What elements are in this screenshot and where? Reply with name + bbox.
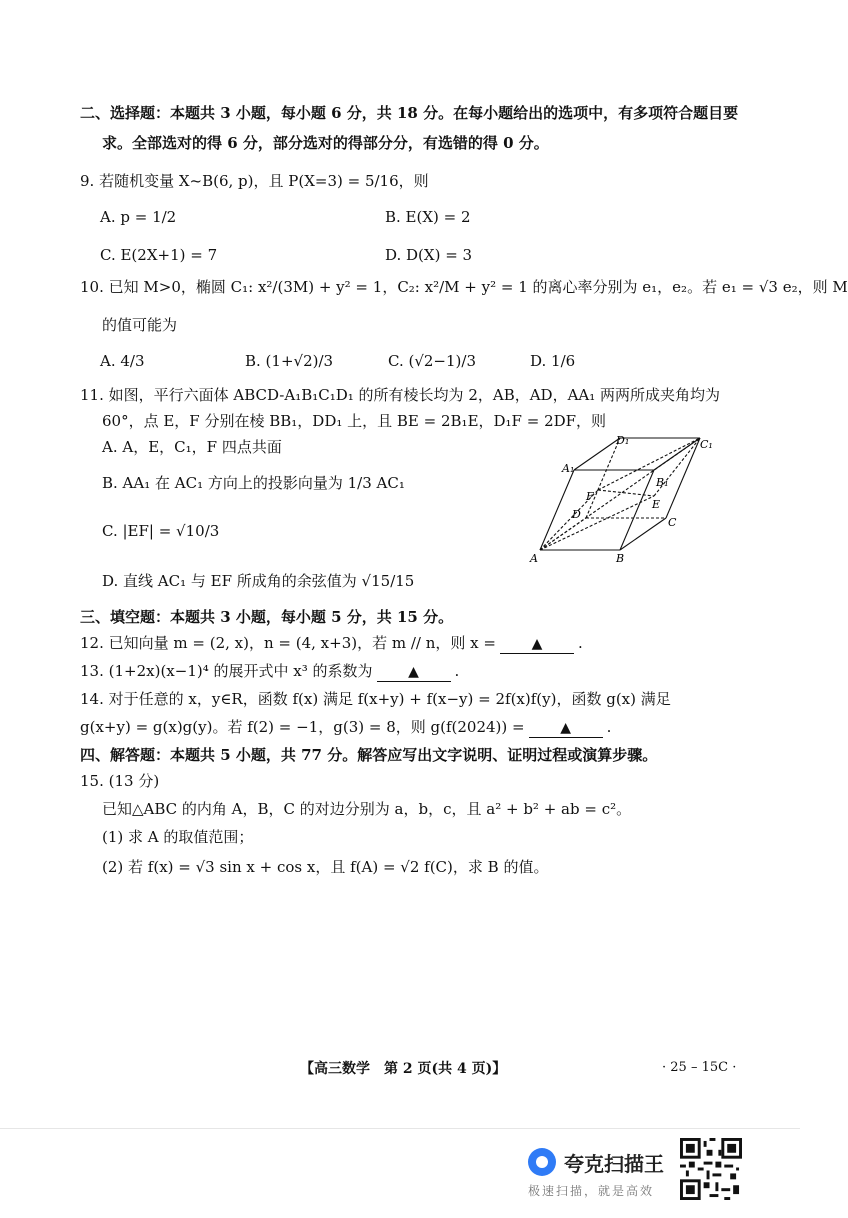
label-B1: B₁ bbox=[656, 476, 669, 489]
page-footer-code: · 25 – 15C · bbox=[662, 1060, 737, 1075]
question-15-stem: 已知△ABC 的内角 A，B，C 的对边分别为 a，b，c，且 a² + b² + ab = c²。 bbox=[102, 800, 632, 818]
q9-option-c: C. E(2X+1) = 7 bbox=[100, 246, 218, 264]
q10-option-d: D. 1/6 bbox=[530, 352, 576, 370]
quark-logo-icon bbox=[528, 1148, 556, 1176]
question-12: 12. 已知向量 m = (2, x)，n = (4, x+3)，若 m // n，则 x = ▲ . bbox=[80, 634, 583, 652]
label-C: C bbox=[668, 516, 677, 529]
question-14-line2: g(x+y) = g(x)g(y)。若 f(2) = −1，g(3) = 8，则 g(f(2024)) = ▲ . bbox=[80, 718, 612, 736]
q11-option-d: D. 直线 AC₁ 与 EF 所成角的余弦值为 √15/15 bbox=[102, 572, 415, 590]
qr-code-icon bbox=[680, 1138, 742, 1200]
section-4-heading: 四、解答题：本题共 5 小题，共 77 分。解答应写出文字说明、证明过程或演算步骤。 bbox=[80, 746, 658, 764]
section-2-heading-line2: 求。全部选对的得 6 分，部分选对的得部分分，有选错的得 0 分。 bbox=[102, 134, 549, 152]
label-D: D bbox=[572, 508, 581, 521]
q10-option-c: C. (√2−1)/3 bbox=[388, 352, 476, 370]
q11-option-a: A. A，E，C₁，F 四点共面 bbox=[102, 438, 282, 456]
question-14-text: g(x+y) = g(x)g(y)。若 f(2) = −1，g(3) = 8，则 g(f(2024)) = bbox=[80, 718, 525, 736]
q9-option-d: D. D(X) = 3 bbox=[385, 246, 473, 264]
section-2-heading-line1: 二、选择题：本题共 3 小题，每小题 6 分，共 18 分。在每小题给出的选项中，有多项符合题目要 bbox=[80, 104, 739, 122]
question-10-line1: 10. 已知 M>0，椭圆 C₁: x²/(3M) + y² = 1，C₂: x²/M + y² = 1 的离心率分别为 e₁，e₂。若 e₁ = √3 e₂，则 M bbox=[80, 278, 848, 296]
label-F: F bbox=[586, 490, 594, 503]
question-15-header: 15. (13 分) bbox=[80, 772, 160, 790]
label-D1: D₁ bbox=[616, 434, 630, 447]
answer-blank-12: ▲ bbox=[500, 635, 574, 654]
label-B: B bbox=[616, 552, 625, 565]
question-15-part1: (1) 求 A 的取值范围； bbox=[102, 828, 254, 846]
question-11-line1: 11. 如图，平行六面体 ABCD-A₁B₁C₁D₁ 的所有棱长均为 2，AB，AD，AA₁ 两两所成夹角均为 bbox=[80, 386, 721, 404]
question-10-line2: 的值可能为 bbox=[102, 316, 178, 334]
label-C1: C₁ bbox=[700, 438, 713, 451]
brand-name: 夸克扫描王 bbox=[564, 1152, 664, 1176]
question-14-line1: 14. 对于任意的 x，y∈R，函数 f(x) 满足 f(x+y) + f(x−y) = 2f(x)f(y)，函数 g(x) 满足 bbox=[80, 690, 671, 708]
label-A: A bbox=[530, 552, 538, 565]
question-13: 13. (1+2x)(x−1)⁴ 的展开式中 x³ 的系数为 ▲ . bbox=[80, 662, 460, 680]
question-13-text: 13. (1+2x)(x−1)⁴ 的展开式中 x³ 的系数为 bbox=[80, 662, 373, 680]
brand-slogan: 极速扫描，就是高效 bbox=[528, 1184, 655, 1198]
label-E: E bbox=[652, 498, 661, 511]
question-12-text: 12. 已知向量 m = (2, x)，n = (4, x+3)，若 m // n，则 x = bbox=[80, 634, 496, 652]
q9-option-b: B. E(X) = 2 bbox=[385, 208, 471, 226]
question-9: 9. 若随机变量 X~B(6, p)，且 P(X=3) = 5/16，则 bbox=[80, 172, 429, 190]
parallelepiped-figure bbox=[528, 430, 713, 570]
question-11-line2: 60°，点 E，F 分别在棱 BB₁，DD₁ 上，且 BE = 2B₁E，D₁F = 2DF，则 bbox=[102, 412, 607, 430]
label-A1: A₁ bbox=[562, 462, 575, 475]
answer-blank-14: ▲ bbox=[529, 719, 603, 738]
section-3-heading: 三、填空题：本题共 3 小题，每小题 5 分，共 15 分。 bbox=[80, 608, 454, 626]
q11-option-b: B. AA₁ 在 AC₁ 方向上的投影向量为 1/3 AC₁ bbox=[102, 474, 405, 492]
answer-blank-13: ▲ bbox=[377, 663, 451, 682]
scanner-brand bbox=[528, 1142, 678, 1202]
page-footer-label: 【高三数学 第 2 页(共 4 页)】 bbox=[300, 1061, 507, 1077]
q10-option-b: B. (1+√2)/3 bbox=[245, 352, 334, 370]
scanner-divider bbox=[0, 1128, 800, 1129]
q10-option-a: A. 4/3 bbox=[100, 352, 145, 370]
q9-option-a: A. p = 1/2 bbox=[100, 208, 177, 226]
question-15-part2: (2) 若 f(x) = √3 sin x + cos x，且 f(A) = √2 f(C)，求 B 的值。 bbox=[102, 858, 549, 876]
q11-option-c: C. |EF| = √10/3 bbox=[102, 522, 220, 540]
